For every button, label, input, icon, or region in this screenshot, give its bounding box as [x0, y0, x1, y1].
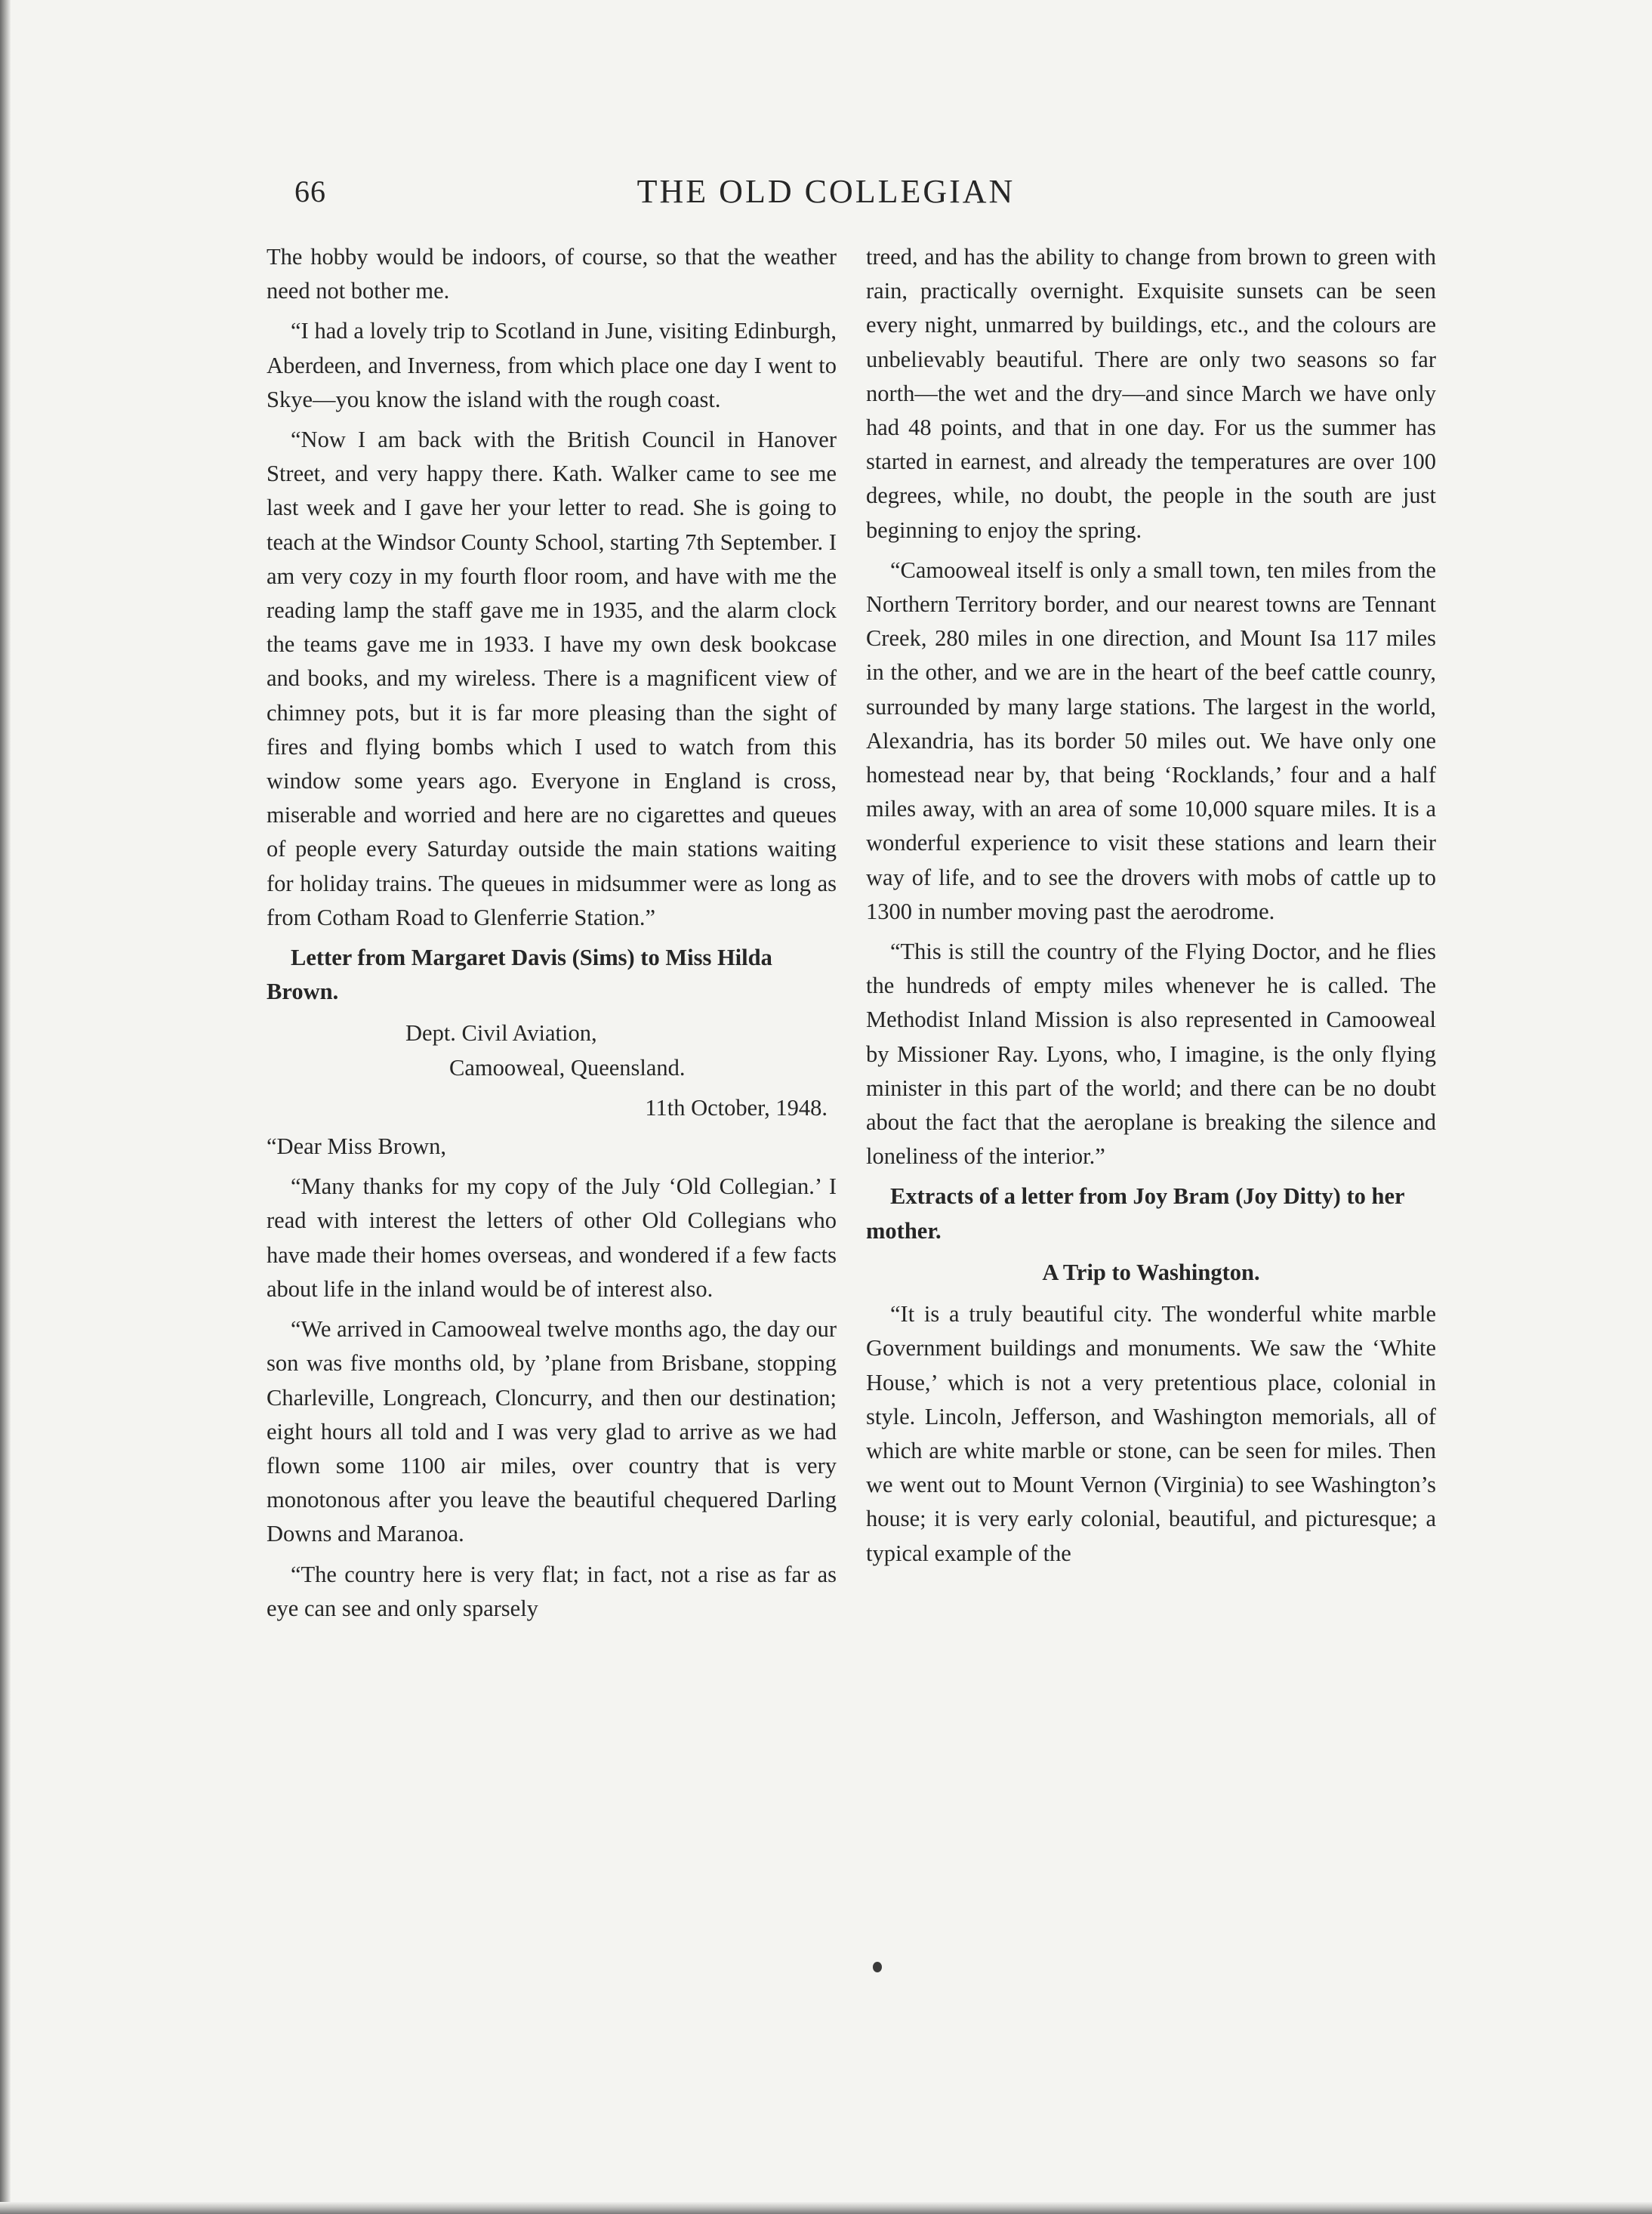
paragraph: “It is a truly beautiful city. The wonderful white marble Government buildings and monuments. We saw the ‘White House,’ which is not a very pretentious place, colonial in style. Lincoln, Jefferson, and Washington memorials, all of which are white marble or stone, can be seen for miles. Then we went out to Mount Vernon (Virginia) to see Washington’s house; it is very early colonial, beautiful, and picturesque; a typical example of the	[866, 1301, 1436, 1566]
letter-date: 11th October, 1948.	[645, 1094, 828, 1121]
address-line: Camooweal, Queensland.	[449, 1054, 686, 1081]
trip-heading: A Trip to Washington.	[1042, 1259, 1260, 1285]
paragraph: “This is still the country of the Flying Doctor, and he flies the hundreds of empty miles whenever he is called. The Methodist Inland Mission is also represented in Camooweal by Missioner Ray. Lyons, who, I imagine, is the only flying minister in this part of the world; and there can be no doubt about the fact that the aeroplane is breaking the silence and loneliness of the interior.”	[866, 939, 1436, 1170]
scan-edge-bottom	[0, 2202, 1652, 2214]
paragraph: “Now I am back with the British Council in Hanover Street, and very happy there. Kath. Walker came to see me last week and I gave her your letter to read. She is going to teach at the Windsor County School, starting 7th September. I am very cozy in my fourth floor room, and have with me the reading lamp the staff gave me in 1935, and the alarm clock the teams gave me in 1933. I have my own desk bookcase and books, and my wireless. There is a magnificent view of chimney pots, but it is far more pleasing than the sight of fires and flying bombs which I used to watch from this window some years ago. Everyone in England is cross, miserable and worried and here are no cigarettes and queues of people every Saturday outside the main stations waiting for holiday trains. The queues in midsummer were as long as from Cotham Road to Glenferrie Station.”	[267, 427, 837, 930]
paragraph: “We arrived in Camooweal twelve months ago, the day our son was five months old, by ’plane from Brisbane, stopping Charleville, Longreach, Cloncurry, and then our destination; eight hours all told and I was very glad to arrive as we had flown some 1100 air miles, over country that is very monotonous after you leave the beautiful chequered Darling Downs and Maranoa.	[267, 1316, 837, 1547]
left-column	[267, 240, 837, 1632]
paragraph: “I had a lovely trip to Scotland in June, visiting Edinburgh, Aberdeen, and Inverness, from which place one day I went to Skye—you know the island with the rough coast.	[267, 318, 837, 412]
page-number: 66	[294, 174, 326, 208]
address-line: Dept. Civil Aviation,	[405, 1020, 597, 1047]
salutation: “Dear Miss Brown,	[267, 1133, 447, 1160]
paragraph: The hobby would be indoors, of course, so that the weather need not bother me.	[267, 244, 837, 304]
letter-heading: Letter from Margaret Davis (Sims) to Miss Hilda Brown.	[267, 945, 772, 1005]
paragraph: “Camooweal itself is only a small town, ten miles from the Northern Territory border, and our nearest towns are Tennant Creek, 280 miles in one direction, and Mount Isa 117 miles in the other, and we are in the heart of the beef cattle counry, surrounded by many large stations. The largest in the world, Alexandria, has its border 50 miles out. We have only one homestead near by, that being ‘Rocklands,’ four and a half miles away, with an area of some 10,000 square miles. It is a wonderful experience to visit these stations and learn their way of life, and to see the drovers with mobs of cattle up to 1300 in number moving past the aerodrome.	[866, 557, 1436, 924]
paragraph: “Many thanks for my copy of the July ‘Old Collegian.’ I read with interest the letters of other Old Collegians who have made their homes overseas, and wondered if a few facts about life in the inland would be of interest also.	[267, 1173, 837, 1302]
paragraph: treed, and has the ability to change from brown to green with rain, practically overnight. Exquisite sunsets can be seen every night, unmarred by buildings, etc., and the colours are unbelievably beautiful. There are only two seasons so far north—the wet and the dry—and since March we have only had 48 points, and that in one day. For us the summer has started in earnest, and already the temperatures are over 100 degrees, while, no doubt, the people in the south are just beginning to enjoy the spring.	[866, 244, 1436, 543]
ink-speck	[873, 1962, 882, 1972]
scan-edge-left	[0, 0, 11, 2214]
extracts-heading: Extracts of a letter from Joy Bram (Joy Ditty) to her mother.	[866, 1183, 1404, 1244]
letter-address	[267, 1016, 837, 1125]
paragraph: “The country here is very flat; in fact, not a rise as far as eye can see and only sparsely	[267, 1561, 837, 1621]
running-head-title: THE OLD COLLEGIAN	[636, 173, 1016, 210]
right-column	[866, 240, 1436, 1577]
